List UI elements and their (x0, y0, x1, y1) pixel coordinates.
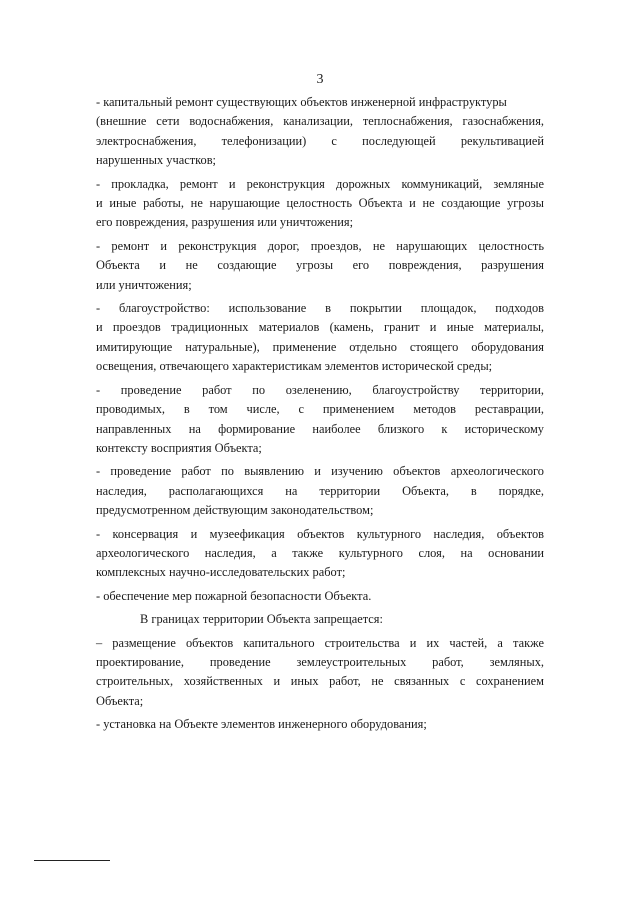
text-line: - проведение работ по выявлению и изучению объектов археологического (96, 464, 544, 479)
text-line: предусмотренном действующим законодательством; (96, 503, 374, 518)
text-line: археологического наследия, а также культурного слоя, на основании (96, 545, 544, 560)
text-line: - благоустройство: использование в покрытии площадок, подходов (96, 301, 544, 316)
text-line: его повреждения, разрушения или уничтожения; (96, 215, 354, 230)
text-line: - прокладка, ремонт и реконструкция дорожных коммуникаций, земляные (96, 176, 544, 191)
text-line: - обеспечение мер пожарной безопасности Объекта. (96, 588, 372, 603)
text-line: освещения, отвечающего характеристикам элементов исторической среды; (96, 359, 493, 374)
document-body (96, 93, 544, 735)
text-line: строительных, хозяйственных и иных работ, не связанных с сохранением (96, 674, 544, 689)
text-line: - консервация и музеефикация объектов культурного наследия, объектов (96, 526, 544, 541)
page-number: 3 (316, 72, 324, 87)
text-line: или уничтожения; (96, 277, 192, 292)
text-line: и проездов традиционных материалов (камень, гранит и иные материалы, (96, 320, 544, 335)
text-line: (внешние сети водоснабжения, канализации, теплоснабжения, газоснабжения, (96, 114, 544, 129)
text-line: наследия, располагающихся на территории Объекта, в порядке, (96, 483, 544, 498)
text-line: нарушенных участков; (96, 153, 216, 168)
text-line: проводимых, в том числе, с применением методов реставрации, (96, 402, 544, 417)
text-line: и иные работы, не нарушающие целостность Объекта и не создающие угрозы (96, 196, 544, 211)
footer-rule (34, 860, 110, 861)
text-line: имитирующие натуральные), применение отдельно стоящего оборудования (96, 339, 544, 354)
text-line: - проведение работ по озеленению, благоустройству территории, (96, 382, 544, 397)
text-line: - капитальный ремонт существующих объектов инженерной инфраструктуры (96, 95, 507, 109)
text-line: направленных на формирование наиболее близкого к историческому (96, 421, 544, 436)
text-line: - ремонт и реконструкция дорог, проездов, не нарушающих целостность (96, 238, 544, 253)
text-line: Объекта; (96, 693, 144, 708)
text-line: комплексных научно-исследовательских работ; (96, 565, 346, 580)
text-line: – размещение объектов капитального строительства и их частей, а также (96, 635, 544, 650)
text-line: электроснабжения, телефонизации) с последующей рекультивацией (96, 133, 544, 148)
text-line: контексту восприятия Объекта; (96, 440, 262, 455)
text-line: - установка на Объекте элементов инженерного оборудования; (96, 717, 427, 732)
text-line: проектирование, проведение землеустроительных работ, земляных, (96, 654, 544, 669)
section-heading: В границах территории Объекта запрещается: (140, 612, 383, 627)
text-line: Объекта и не создающие угрозы его повреждения, разрушения (96, 258, 544, 273)
